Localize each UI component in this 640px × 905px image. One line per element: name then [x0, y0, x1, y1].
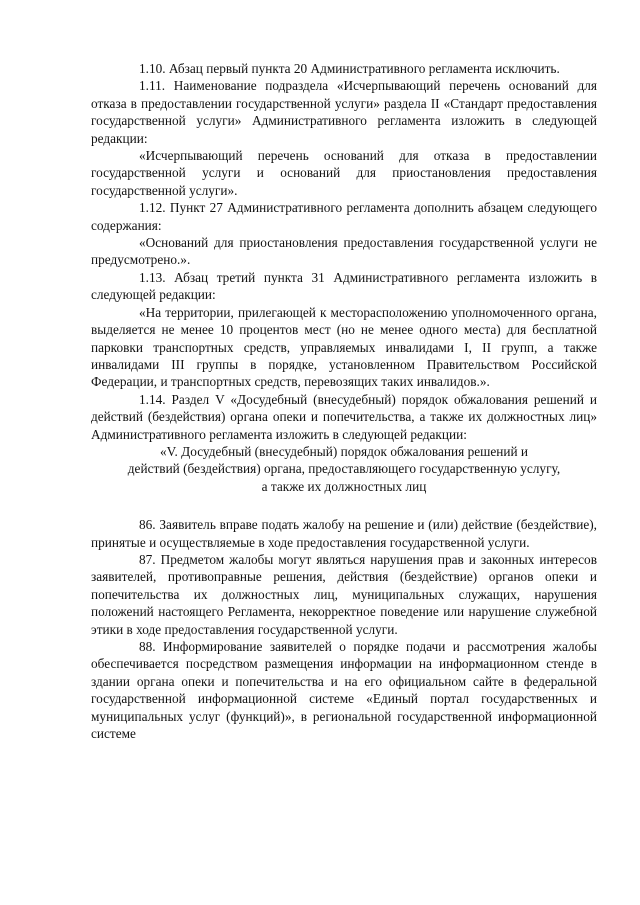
paragraph-1-13-quote: «На территории, прилегающей к месторасположению уполномоченного органа, выделяется не менее 10 процентов мест (но не менее одного места) для бесплатной парковки транспортных средств, управляемых инвалидами I, II групп, а также инвалидами III группы в порядке, установленном Правительством Российской Федерации, и транспортных средств, перевозящих таких инвалидов.». [91, 304, 597, 390]
section-gap [91, 495, 597, 516]
section-heading [91, 443, 597, 495]
paragraph-1-14: 1.14. Раздел V «Досудебный (внесудебный) порядок обжалования решений и действий (бездействия) органа опеки и попечительства, а также их должностных лиц» Административного регламента изложить в следующей редакции: [91, 391, 597, 442]
paragraph-1-12-quote: «Оснований для приостановления предоставления государственной услуги не предусмотрено.». [91, 235, 597, 268]
paragraph-1-12: 1.12. Пункт 27 Административного регламента дополнить абзацем следующего содержания: [91, 200, 597, 233]
item-86: 86. Заявитель вправе подать жалобу на решение и (или) действие (бездействие), принятые и осуществляемые в ходе предоставления государственной услуги. [91, 517, 597, 550]
paragraph-1-11: 1.11. Наименование подраздела «Исчерпывающий перечень оснований для отказа в предоставлении государственной услуги» раздела II «Стандарт предоставления государственной услуги» Административного регламента изложить в следующей редакции: [91, 78, 597, 146]
section-heading-line-1: «V. Досудебный (внесудебный) порядок обжалования решений и [159, 443, 529, 459]
paragraph-1-13: 1.13. Абзац третий пункта 31 Административного регламента изложить в следующей редакции: [91, 269, 597, 303]
section-heading-line-3: а также их должностных лиц [261, 478, 427, 494]
section-heading-line-2: действий (бездействия) органа, предоставляющего государственную услугу, [127, 461, 561, 477]
item-88: 88. Информирование заявителей о порядке подачи и рассмотрения жалобы обеспечивается посредством размещения информации на информационном стенде в здании органа опеки и попечительства и на его официальном сайте в федеральной государственной информационной системе «Единый портал государственных и муниципальных услуг (функций)», в региональной государственной информационной системе [91, 639, 597, 742]
paragraph-1-11-quote: «Исчерпывающий перечень оснований для отказа в предоставлении государственной услуги и оснований для приостановления предоставления государственной услуги». [91, 148, 597, 198]
item-87: 87. Предметом жалобы могут являться нарушения прав и законных интересов заявителей, противоправные решения, действия (бездействие) органов опеки и попечительства их должностных лиц, муниципальных служащих, нарушения положений настоящего Регламента, некорректное поведение или нарушение служебной этики в ходе предоставления государственной услуги. [91, 551, 597, 637]
paragraph-1-10: 1.10. Абзац первый пункта 20 Административного регламента исключить. [139, 61, 560, 76]
document-page [91, 60, 597, 742]
